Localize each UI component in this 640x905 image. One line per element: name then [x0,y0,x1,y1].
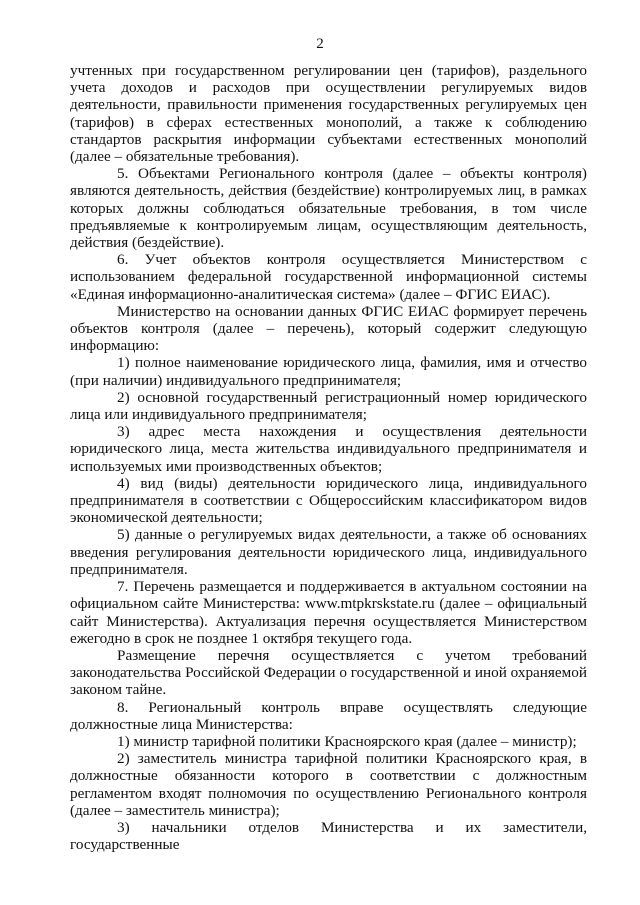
list-item-4: 4) вид (виды) деятельности юридического лица, индивидуального предпринимателя в соответствии с Общероссийским классификатором видов экономической деятельности; [70,474,587,527]
paragraph-list-intro: Министерство на основании данных ФГИС ЕИАС формирует перечень объектов контроля (далее – перечень), который содержит следующую информацию: [70,302,587,355]
list-item-5: 5) данные о регулируемых видах деятельности, а также об основаниях введения регулирования деятельности юридического лица, индивидуального предпринимателя. [70,526,587,578]
official-item-2: 2) заместитель министра тарифной политики Красноярского края, в должностные обязанности которого в соответствии с должностным регламентом входят полномочия по осуществлению Регионального контроля (далее – заместитель министра); [70,750,587,819]
paragraph-clause-8: 8. Региональный контроль вправе осуществлять следующие должностные лица Министерства: [70,698,587,733]
official-item-3: 3) начальники отделов Министерства и их заместители, государственные [70,818,587,854]
paragraph-placement: Размещение перечня осуществляется с учетом требований законодательства Российской Федерации о государственной и иной охраняемой законом тайне. [70,646,587,699]
page-number: 2 [316,36,324,52]
list-item-2: 2) основной государственный регистрационный номер юридического лица или индивидуального предпринимателя; [70,388,587,424]
list-item-3: 3) адрес места нахождения и осуществления деятельности юридического лица, места жительства индивидуального предпринимателя и используемых ими производственных объектов; [70,423,587,475]
document-body [70,62,587,853]
paragraph-clause-7: 7. Перечень размещается и поддерживается в актуальном состоянии на официальном сайте Министерства: www.mtpkrskstate.ru (далее – официальный сайт Министерства). Актуализация перечня осуществляется Министерством ежегодно в срок не позднее 1 октября текущего года. [70,578,587,647]
official-item-1: 1) министр тарифной политики Красноярского края (далее – министр); [117,732,577,750]
paragraph-continuation: учтенных при государственном регулировании цен (тарифов), раздельного учета доходов и расходов при осуществлении регулируемых видов деятельности, правильности применения государственных регулируемых цен (тарифов) в сферах естественных монополий, а также к соблюдению стандартов раскрытия информации субъектами естественных монополий (далее – обязательные требования). [70,62,587,166]
paragraph-clause-6: 6. Учет объектов контроля осуществляется Министерством с использованием федеральной государственной информационной системы «Единая информационно-аналитическая система» (далее – ФГИС ЕИАС). [70,251,587,303]
paragraph-clause-5: 5. Объектами Регионального контроля (далее – объекты контроля) являются деятельность, действия (бездействие) контролируемых лиц, в рамках которых должны соблюдаться обязательные требования, в том числе предъявляемые к контролируемым лицам, осуществляющим деятельность, действия (бездействие). [70,165,587,252]
list-item-1: 1) полное наименование юридического лица, фамилия, имя и отчество (при наличии) индивидуального предпринимателя; [70,354,587,389]
